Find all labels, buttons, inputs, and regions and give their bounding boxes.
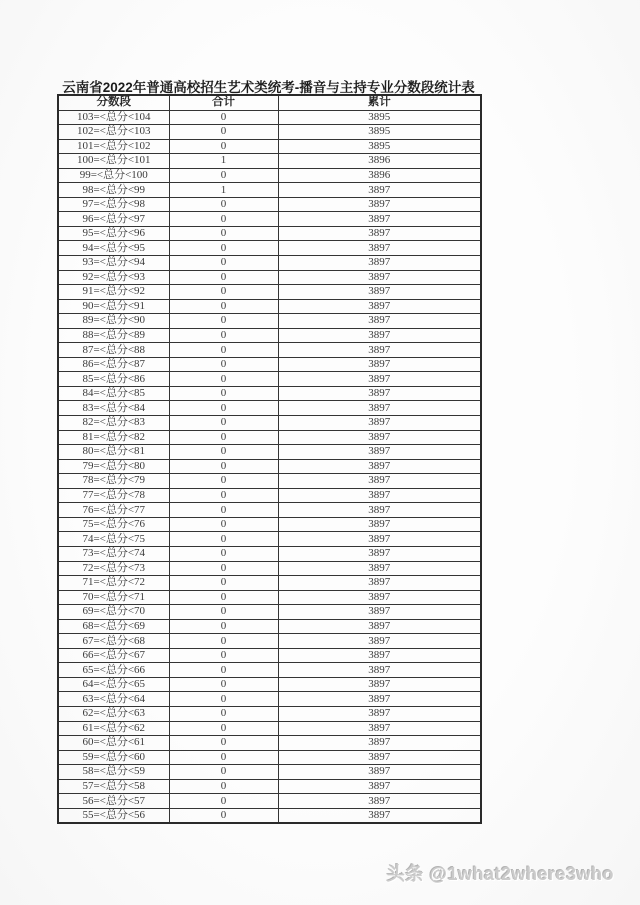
- total-cell: 0: [169, 546, 278, 561]
- table-row: [58, 285, 481, 300]
- total-cell: 0: [169, 125, 278, 140]
- total-cell: 0: [169, 372, 278, 387]
- cumulative-cell: 3897: [278, 314, 481, 329]
- page-title: 云南省2022年普通高校招生艺术类统考-播音与主持专业分数段统计表: [62, 80, 475, 95]
- score-range-cell: 101=<总分<102: [58, 139, 169, 154]
- score-range-cell: 86=<总分<87: [58, 357, 169, 372]
- score-range-cell: 59=<总分<60: [58, 750, 169, 765]
- score-range-cell: 92=<总分<93: [58, 270, 169, 285]
- total-cell: 0: [169, 779, 278, 794]
- total-cell: 0: [169, 736, 278, 751]
- cumulative-cell: 3897: [278, 619, 481, 634]
- table-row: [58, 576, 481, 591]
- cumulative-cell: 3897: [278, 663, 481, 678]
- total-cell: 0: [169, 299, 278, 314]
- cumulative-cell: 3897: [278, 445, 481, 460]
- table-row: [58, 197, 481, 212]
- score-range-cell: 72=<总分<73: [58, 561, 169, 576]
- total-cell: 0: [169, 314, 278, 329]
- table-row: [58, 226, 481, 241]
- cumulative-cell: 3897: [278, 794, 481, 809]
- col-header-cumulative: 累计: [278, 95, 481, 110]
- score-range-cell: 75=<总分<76: [58, 517, 169, 532]
- table-row: [58, 779, 481, 794]
- cumulative-cell: 3895: [278, 139, 481, 154]
- table-row: [58, 503, 481, 518]
- total-cell: 0: [169, 561, 278, 576]
- table-row: [58, 168, 481, 183]
- cumulative-cell: 3897: [278, 430, 481, 445]
- table-row: [58, 808, 481, 823]
- table-row: [58, 663, 481, 678]
- total-cell: 0: [169, 692, 278, 707]
- table-row: [58, 416, 481, 431]
- table-row: [58, 314, 481, 329]
- total-cell: 0: [169, 212, 278, 227]
- header-row: [58, 95, 481, 110]
- cumulative-cell: 3897: [278, 416, 481, 431]
- total-cell: 0: [169, 619, 278, 634]
- score-range-cell: 97=<总分<98: [58, 197, 169, 212]
- table-row: [58, 386, 481, 401]
- total-cell: 0: [169, 750, 278, 765]
- table-row: [58, 445, 481, 460]
- total-cell: 0: [169, 459, 278, 474]
- table-header: [58, 95, 481, 110]
- score-range-cell: 80=<总分<81: [58, 445, 169, 460]
- total-cell: 0: [169, 532, 278, 547]
- table-row: [58, 488, 481, 503]
- total-cell: 0: [169, 488, 278, 503]
- cumulative-cell: 3897: [278, 750, 481, 765]
- table-row: [58, 605, 481, 620]
- total-cell: 0: [169, 241, 278, 256]
- cumulative-cell: 3897: [278, 328, 481, 343]
- total-cell: 0: [169, 226, 278, 241]
- total-cell: 1: [169, 183, 278, 198]
- table-row: [58, 357, 481, 372]
- table-row: [58, 561, 481, 576]
- table-row: [58, 677, 481, 692]
- cumulative-cell: 3897: [278, 503, 481, 518]
- total-cell: 0: [169, 474, 278, 489]
- score-range-cell: 62=<总分<63: [58, 706, 169, 721]
- score-range-cell: 94=<总分<95: [58, 241, 169, 256]
- total-cell: 0: [169, 794, 278, 809]
- table-row: [58, 241, 481, 256]
- total-cell: 0: [169, 706, 278, 721]
- score-range-cell: 93=<总分<94: [58, 256, 169, 271]
- total-cell: 0: [169, 256, 278, 271]
- table-row: [58, 794, 481, 809]
- total-cell: 1: [169, 154, 278, 169]
- score-range-cell: 57=<总分<58: [58, 779, 169, 794]
- total-cell: 0: [169, 386, 278, 401]
- cumulative-cell: 3897: [278, 197, 481, 212]
- table-row: [58, 430, 481, 445]
- cumulative-cell: 3897: [278, 226, 481, 241]
- total-cell: 0: [169, 270, 278, 285]
- watermark-text: 头条 @1what2where3who: [386, 864, 614, 884]
- score-range-cell: 103=<总分<104: [58, 110, 169, 125]
- total-cell: 0: [169, 401, 278, 416]
- score-range-cell: 70=<总分<71: [58, 590, 169, 605]
- table-row: [58, 750, 481, 765]
- cumulative-cell: 3897: [278, 736, 481, 751]
- total-cell: 0: [169, 517, 278, 532]
- score-range-cell: 56=<总分<57: [58, 794, 169, 809]
- cumulative-cell: 3897: [278, 561, 481, 576]
- score-range-cell: 78=<总分<79: [58, 474, 169, 489]
- total-cell: 0: [169, 139, 278, 154]
- cumulative-cell: 3897: [278, 808, 481, 823]
- score-range-cell: 63=<总分<64: [58, 692, 169, 707]
- cumulative-cell: 3896: [278, 168, 481, 183]
- score-range-cell: 100=<总分<101: [58, 154, 169, 169]
- table-row: [58, 517, 481, 532]
- score-range-cell: 67=<总分<68: [58, 634, 169, 649]
- score-range-cell: 73=<总分<74: [58, 546, 169, 561]
- total-cell: 0: [169, 503, 278, 518]
- score-range-cell: 102=<总分<103: [58, 125, 169, 140]
- score-range-cell: 82=<总分<83: [58, 416, 169, 431]
- cumulative-cell: 3897: [278, 299, 481, 314]
- total-cell: 0: [169, 576, 278, 591]
- total-cell: 0: [169, 343, 278, 358]
- total-cell: 0: [169, 445, 278, 460]
- table-row: [58, 590, 481, 605]
- score-range-cell: 83=<总分<84: [58, 401, 169, 416]
- cumulative-cell: 3896: [278, 154, 481, 169]
- score-range-cell: 69=<总分<70: [58, 605, 169, 620]
- table-row: [58, 736, 481, 751]
- table-row: [58, 212, 481, 227]
- total-cell: 0: [169, 416, 278, 431]
- score-range-cell: 64=<总分<65: [58, 677, 169, 692]
- total-cell: 0: [169, 677, 278, 692]
- total-cell: 0: [169, 110, 278, 125]
- table-row: [58, 474, 481, 489]
- score-range-cell: 74=<总分<75: [58, 532, 169, 547]
- cumulative-cell: 3895: [278, 110, 481, 125]
- cumulative-cell: 3897: [278, 488, 481, 503]
- score-range-cell: 77=<总分<78: [58, 488, 169, 503]
- cumulative-cell: 3897: [278, 183, 481, 198]
- cumulative-cell: 3897: [278, 241, 481, 256]
- table-row: [58, 619, 481, 634]
- cumulative-cell: 3897: [278, 590, 481, 605]
- cumulative-cell: 3897: [278, 692, 481, 707]
- total-cell: 0: [169, 430, 278, 445]
- table-row: [58, 401, 481, 416]
- table-row: [58, 299, 481, 314]
- score-range-cell: 90=<总分<91: [58, 299, 169, 314]
- cumulative-cell: 3897: [278, 648, 481, 663]
- total-cell: 0: [169, 357, 278, 372]
- cumulative-cell: 3897: [278, 270, 481, 285]
- cumulative-cell: 3897: [278, 285, 481, 300]
- score-range-cell: 88=<总分<89: [58, 328, 169, 343]
- cumulative-cell: 3897: [278, 256, 481, 271]
- score-range-cell: 60=<总分<61: [58, 736, 169, 751]
- cumulative-cell: 3897: [278, 721, 481, 736]
- cumulative-cell: 3897: [278, 779, 481, 794]
- total-cell: 0: [169, 605, 278, 620]
- table-row: [58, 648, 481, 663]
- table-row: [58, 692, 481, 707]
- table-row: [58, 328, 481, 343]
- cumulative-cell: 3897: [278, 576, 481, 591]
- total-cell: 0: [169, 721, 278, 736]
- score-range-cell: 89=<总分<90: [58, 314, 169, 329]
- table-row: [58, 634, 481, 649]
- score-range-cell: 66=<总分<67: [58, 648, 169, 663]
- total-cell: 0: [169, 648, 278, 663]
- cumulative-cell: 3897: [278, 212, 481, 227]
- table-row: [58, 110, 481, 125]
- cumulative-cell: 3897: [278, 706, 481, 721]
- score-range-cell: 68=<总分<69: [58, 619, 169, 634]
- score-range-cell: 79=<总分<80: [58, 459, 169, 474]
- table-row: [58, 532, 481, 547]
- score-range-cell: 84=<总分<85: [58, 386, 169, 401]
- table-row: [58, 721, 481, 736]
- total-cell: 0: [169, 634, 278, 649]
- cumulative-cell: 3897: [278, 634, 481, 649]
- table-body: [58, 110, 481, 823]
- score-range-cell: 76=<总分<77: [58, 503, 169, 518]
- cumulative-cell: 3897: [278, 343, 481, 358]
- cumulative-cell: 3897: [278, 372, 481, 387]
- cumulative-cell: 3897: [278, 532, 481, 547]
- cumulative-cell: 3897: [278, 677, 481, 692]
- total-cell: 0: [169, 663, 278, 678]
- cumulative-cell: 3897: [278, 546, 481, 561]
- score-range-cell: 55=<总分<56: [58, 808, 169, 823]
- cumulative-cell: 3897: [278, 401, 481, 416]
- table-row: [58, 706, 481, 721]
- table-row: [58, 270, 481, 285]
- total-cell: 0: [169, 197, 278, 212]
- score-range-cell: 85=<总分<86: [58, 372, 169, 387]
- total-cell: 0: [169, 168, 278, 183]
- table-row: [58, 256, 481, 271]
- cumulative-cell: 3897: [278, 357, 481, 372]
- cumulative-cell: 3897: [278, 386, 481, 401]
- score-range-cell: 98=<总分<99: [58, 183, 169, 198]
- table-row: [58, 546, 481, 561]
- col-header-total: 合计: [169, 95, 278, 110]
- cumulative-cell: 3897: [278, 605, 481, 620]
- total-cell: 0: [169, 285, 278, 300]
- score-range-cell: 96=<总分<97: [58, 212, 169, 227]
- table-row: [58, 154, 481, 169]
- col-header-score-range: 分数段: [58, 95, 169, 110]
- watermark: [387, 860, 614, 886]
- total-cell: 0: [169, 328, 278, 343]
- score-range-cell: 65=<总分<66: [58, 663, 169, 678]
- table-row: [58, 372, 481, 387]
- score-range-cell: 95=<总分<96: [58, 226, 169, 241]
- score-range-cell: 71=<总分<72: [58, 576, 169, 591]
- table-row: [58, 125, 481, 140]
- table-row: [58, 459, 481, 474]
- cumulative-cell: 3897: [278, 765, 481, 780]
- score-range-cell: 87=<总分<88: [58, 343, 169, 358]
- table-row: [58, 183, 481, 198]
- total-cell: 0: [169, 765, 278, 780]
- table-row: [58, 765, 481, 780]
- score-range-cell: 61=<总分<62: [58, 721, 169, 736]
- cumulative-cell: 3897: [278, 517, 481, 532]
- table-row: [58, 343, 481, 358]
- cumulative-cell: 3897: [278, 474, 481, 489]
- score-distribution-table: [57, 94, 482, 824]
- total-cell: 0: [169, 808, 278, 823]
- table-row: [58, 139, 481, 154]
- score-range-cell: 81=<总分<82: [58, 430, 169, 445]
- total-cell: 0: [169, 590, 278, 605]
- cumulative-cell: 3895: [278, 125, 481, 140]
- score-range-cell: 58=<总分<59: [58, 765, 169, 780]
- score-range-cell: 91=<总分<92: [58, 285, 169, 300]
- score-range-cell: 99=<总分<100: [58, 168, 169, 183]
- cumulative-cell: 3897: [278, 459, 481, 474]
